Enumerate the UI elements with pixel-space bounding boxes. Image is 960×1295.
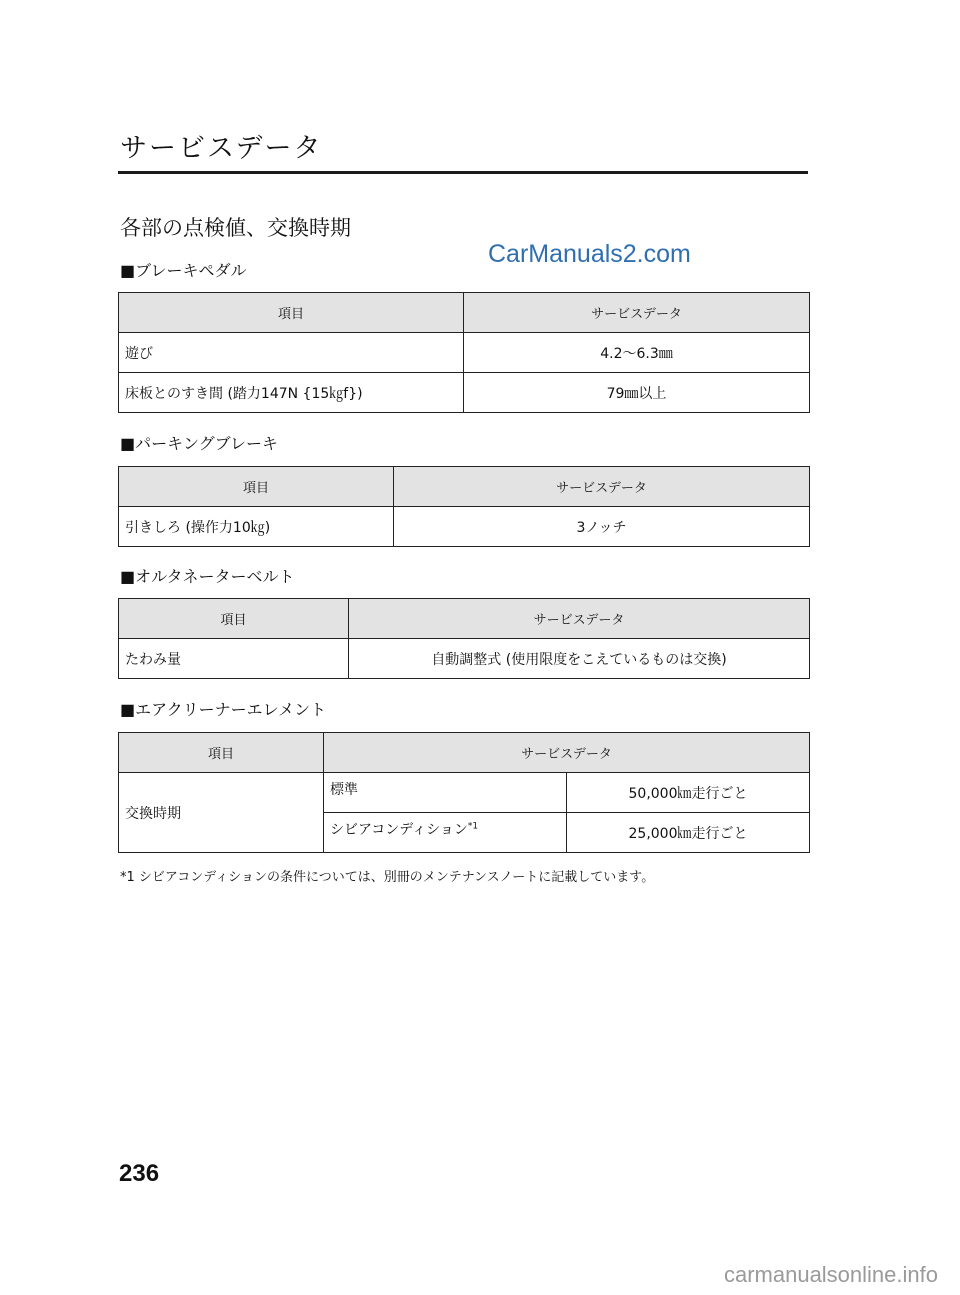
watermark: CarManuals2.com — [488, 240, 691, 268]
column-header-item: 項目 — [119, 293, 464, 333]
condition-mark: *1 — [467, 821, 479, 832]
alternator-belt-heading: ■オルタネーターベルト — [120, 567, 295, 586]
row-value: 3ノッチ — [394, 507, 810, 547]
table-header-row — [119, 733, 810, 773]
parking-brake-heading: ■パーキングブレーキ — [120, 434, 278, 453]
row-value: 25,000㎞走行ごと — [567, 813, 810, 853]
row-item: 交換時期 — [119, 773, 324, 853]
column-header-service-data: サービスデータ — [394, 467, 810, 507]
column-header-item: 項目 — [119, 733, 324, 773]
table-row — [119, 507, 810, 547]
row-value: 自動調整式 (使用限度をこえているものは交換) — [349, 639, 810, 679]
condition-label: シビアコンディション — [330, 822, 468, 838]
brake-pedal-table — [118, 292, 810, 413]
column-header-item: 項目 — [119, 467, 394, 507]
brake-pedal-heading: ■ブレーキペダル — [120, 261, 247, 280]
table-header-row — [119, 599, 810, 639]
page-title: サービスデータ — [120, 133, 323, 164]
alternator-belt-table — [118, 598, 810, 679]
row-item: 引きしろ (操作力10㎏) — [119, 507, 394, 547]
column-header-service-data: サービスデータ — [349, 599, 810, 639]
page-number: 236 — [119, 1160, 160, 1187]
row-item: 遊び — [119, 333, 464, 373]
footnote: *1 シビアコンディションの条件については、別冊のメンテナンスノートに記載しています。 — [120, 870, 655, 885]
table-row — [119, 333, 810, 373]
column-header-service-data: サービスデータ — [324, 733, 810, 773]
row-item: たわみ量 — [119, 639, 349, 679]
air-cleaner-heading: ■エアクリーナーエレメント — [120, 700, 327, 719]
condition-label: 標準 — [330, 782, 358, 798]
row-value: 50,000㎞走行ごと — [567, 773, 810, 813]
column-header-service-data: サービスデータ — [464, 293, 810, 333]
footer-site-label: carmanualsonline.info — [723, 1262, 938, 1287]
section-heading: 各部の点検値、交換時期 — [120, 216, 351, 240]
row-item: 床板とのすき間 (踏力147N {15㎏f}) — [119, 373, 464, 413]
column-header-item: 項目 — [119, 599, 349, 639]
condition-severe — [324, 813, 567, 853]
row-value: 79㎜以上 — [464, 373, 810, 413]
title-rule — [118, 171, 808, 174]
condition-standard — [324, 773, 567, 813]
table-header-row — [119, 293, 810, 333]
air-cleaner-table — [118, 732, 810, 853]
table-row — [119, 773, 810, 813]
row-value: 4.2〜6.3㎜ — [464, 333, 810, 373]
table-header-row — [119, 467, 810, 507]
table-row — [119, 373, 810, 413]
table-row — [119, 639, 810, 679]
parking-brake-table — [118, 466, 810, 547]
